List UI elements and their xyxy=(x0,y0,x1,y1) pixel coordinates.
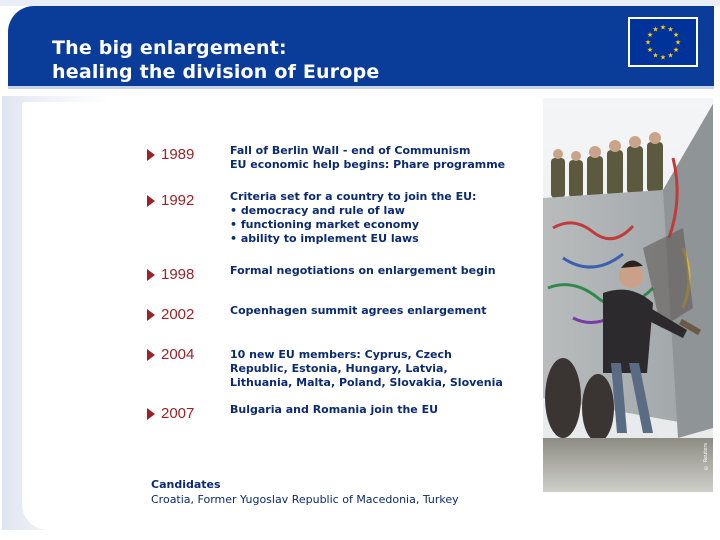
flag-star-icon: ★ xyxy=(659,53,667,62)
title-line-1: The big enlargement: xyxy=(52,37,287,59)
timeline-description: Copenhagen summit agrees enlargement xyxy=(230,304,487,317)
flag-star-icon: ★ xyxy=(672,46,680,54)
timeline-description: Bulgaria and Romania join the EU xyxy=(230,403,439,416)
timeline-description: Formal negotiations on enlargement begin xyxy=(230,264,496,277)
timeline-description: Criteria set for a country to join the EU: • democracy and rule of law • functioning market economy • ability to implement EU laws xyxy=(230,190,477,245)
flag-star-icon: ★ xyxy=(644,38,652,47)
bullet-arrow-icon xyxy=(147,195,155,207)
timeline-year: 1998 xyxy=(147,266,194,283)
timeline-year: 1989 xyxy=(147,146,194,163)
bullet-arrow-icon xyxy=(147,269,155,281)
flag-star-icon: ★ xyxy=(674,38,682,47)
bullet-arrow-icon xyxy=(147,309,155,321)
bullet-arrow-icon xyxy=(147,349,155,361)
flag-star-icon: ★ xyxy=(667,25,674,34)
title-line-2: healing the division of Europe xyxy=(52,61,380,83)
timeline-year: 2007 xyxy=(147,405,194,422)
timeline-year: 1992 xyxy=(147,192,194,209)
photo-credit: © Reuters xyxy=(703,443,709,470)
timeline-year: 2002 xyxy=(147,306,194,323)
flag-star-icon: ★ xyxy=(667,51,674,60)
candidates-section xyxy=(151,477,459,507)
header xyxy=(0,0,720,98)
bullet-arrow-icon xyxy=(147,149,155,161)
header-bar xyxy=(8,6,714,86)
berlin-wall-photo xyxy=(543,98,713,492)
berlin-wall-image xyxy=(543,98,713,492)
flag-star-icon: ★ xyxy=(672,31,680,39)
bullet-arrow-icon xyxy=(147,408,155,420)
flag-star-icon: ★ xyxy=(652,51,659,60)
flag-star-icon: ★ xyxy=(659,23,667,32)
flag-star-icon: ★ xyxy=(646,31,654,39)
candidates-heading: Candidates xyxy=(151,478,221,491)
flag-star-icon: ★ xyxy=(652,25,659,34)
page-title xyxy=(52,36,380,84)
flag-star-icon: ★ xyxy=(646,46,654,54)
timeline-description: 10 new EU members: Cyprus, Czech Republic, Estonia, Hungary, Latvia, Lithuania, Malta, Poland, Slovakia, Slovenia xyxy=(230,348,503,389)
candidates-list: Croatia, Former Yugoslav Republic of Macedonia, Turkey xyxy=(151,493,459,506)
timeline-description: Fall of Berlin Wall - end of Communism EU economic help begins: Phare programme xyxy=(230,144,506,171)
eu-flag-icon xyxy=(628,17,698,67)
timeline-year: 2004 xyxy=(147,346,194,363)
